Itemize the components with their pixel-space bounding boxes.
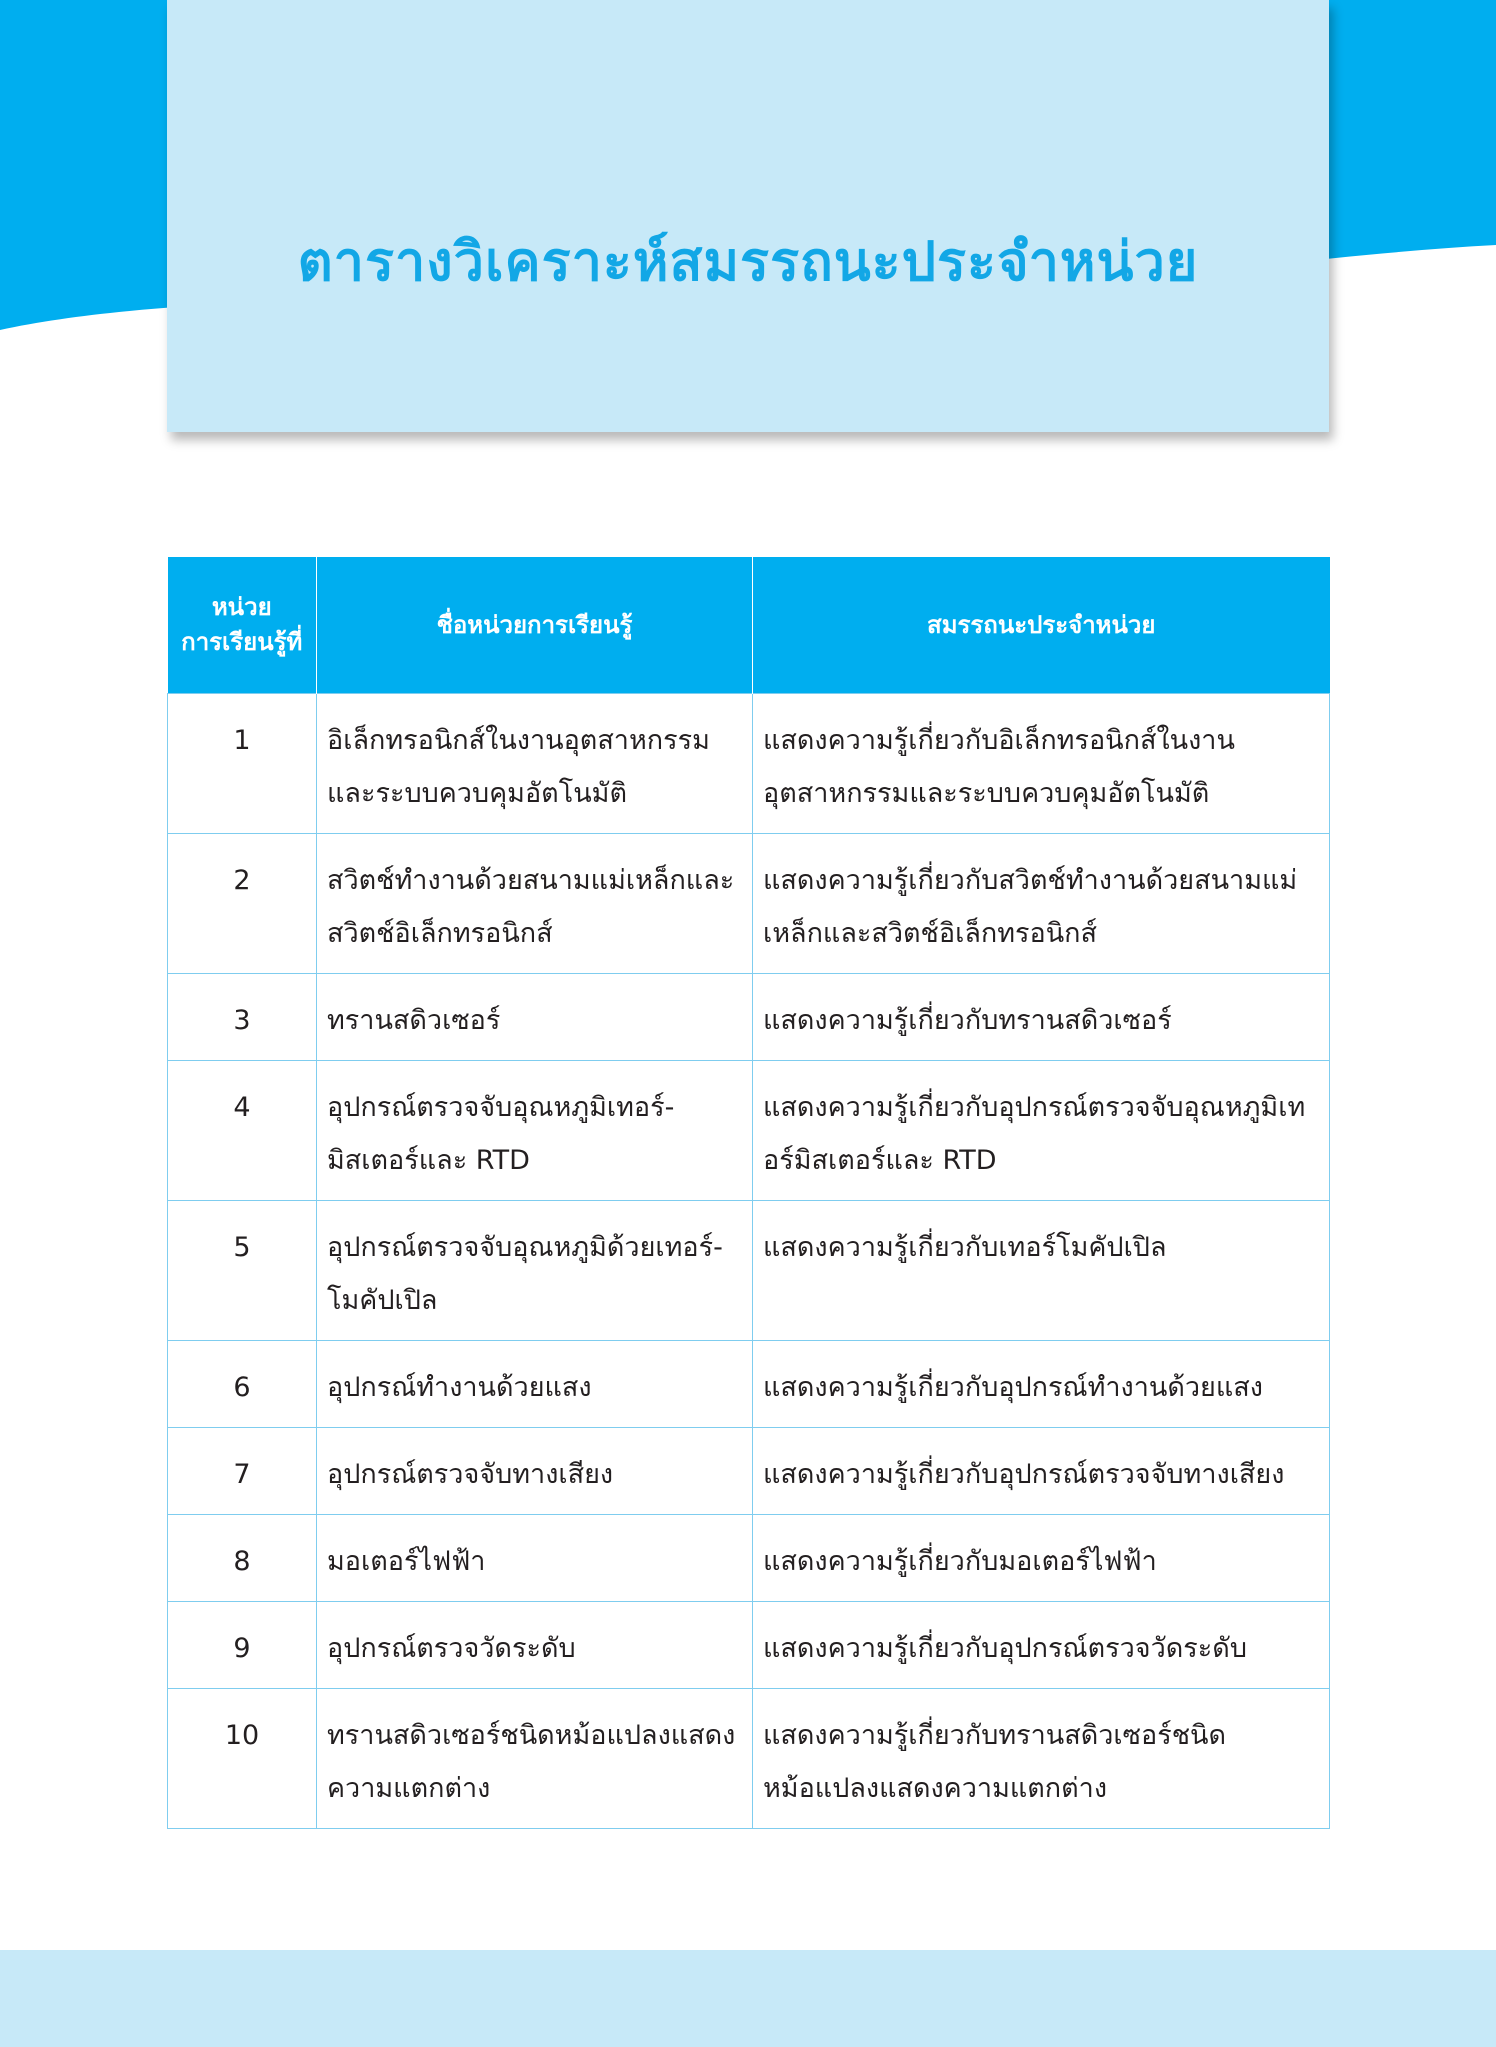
row-number: 5 — [168, 1201, 317, 1341]
competency-table-container — [167, 557, 1329, 1829]
footer-band — [0, 1950, 1496, 2047]
competency-table — [167, 557, 1330, 1829]
row-number: 9 — [168, 1602, 317, 1689]
table-row — [168, 1201, 1330, 1341]
row-number: 4 — [168, 1061, 317, 1201]
header-unit-line1: หน่วย — [211, 593, 272, 622]
table-row — [168, 1689, 1330, 1829]
row-unit-name: อิเล็กทรอนิกส์ในงานอุตสาหกรรมและระบบควบคุมอัตโนมัติ — [317, 694, 753, 834]
row-competency: แสดงความรู้เกี่ยวกับอิเล็กทรอนิกส์ในงานอุตสาหกรรมและระบบควบคุมอัตโนมัติ — [753, 694, 1330, 834]
row-unit-name: ทรานสดิวเซอร์ — [317, 974, 753, 1061]
row-competency: แสดงความรู้เกี่ยวกับอุปกรณ์ตรวจจับทางเสียง — [753, 1428, 1330, 1515]
table-row — [168, 1428, 1330, 1515]
row-unit-name: อุปกรณ์ทำงานด้วยแสง — [317, 1341, 753, 1428]
row-competency: แสดงความรู้เกี่ยวกับอุปกรณ์ตรวจวัดระดับ — [753, 1602, 1330, 1689]
title-panel — [167, 0, 1329, 432]
row-unit-name: อุปกรณ์ตรวจวัดระดับ — [317, 1602, 753, 1689]
row-number: 3 — [168, 974, 317, 1061]
row-number: 6 — [168, 1341, 317, 1428]
header-competency: สมรรถนะประจำหน่วย — [753, 557, 1330, 694]
header-unit-number — [168, 557, 317, 694]
row-number: 2 — [168, 834, 317, 974]
row-unit-name: มอเตอร์ไฟฟ้า — [317, 1515, 753, 1602]
table-row — [168, 834, 1330, 974]
row-competency: แสดงความรู้เกี่ยวกับเทอร์โมคัปเปิล — [753, 1201, 1330, 1341]
table-row — [168, 694, 1330, 834]
table-row — [168, 1602, 1330, 1689]
row-competency: แสดงความรู้เกี่ยวกับอุปกรณ์ตรวจจับอุณหภูมิเทอร์มิสเตอร์และ RTD — [753, 1061, 1330, 1201]
table-row — [168, 1515, 1330, 1602]
table-row — [168, 1341, 1330, 1428]
row-unit-name: อุปกรณ์ตรวจจับทางเสียง — [317, 1428, 753, 1515]
table-row — [168, 974, 1330, 1061]
table-header-row — [168, 557, 1330, 694]
row-unit-name: อุปกรณ์ตรวจจับอุณหภูมิเทอร์-มิสเตอร์และ RTD — [317, 1061, 753, 1201]
row-competency: แสดงความรู้เกี่ยวกับสวิตช์ทำงานด้วยสนามแม่เหล็กและสวิตช์อิเล็กทรอนิกส์ — [753, 834, 1330, 974]
row-unit-name: สวิตช์ทำงานด้วยสนามแม่เหล็กและสวิตช์อิเล็กทรอนิกส์ — [317, 834, 753, 974]
header-unit-line2: การเรียนรู้ที่ — [181, 628, 303, 656]
table-row — [168, 1061, 1330, 1201]
row-unit-name: ทรานสดิวเซอร์ชนิดหม้อแปลงแสดงความแตกต่าง — [317, 1689, 753, 1829]
row-competency: แสดงความรู้เกี่ยวกับทรานสดิวเซอร์ — [753, 974, 1330, 1061]
row-unit-name: อุปกรณ์ตรวจจับอุณหภูมิด้วยเทอร์-โมคัปเปิล — [317, 1201, 753, 1341]
row-competency: แสดงความรู้เกี่ยวกับอุปกรณ์ทำงานด้วยแสง — [753, 1341, 1330, 1428]
row-competency: แสดงความรู้เกี่ยวกับทรานสดิวเซอร์ชนิดหม้อแปลงแสดงความแตกต่าง — [753, 1689, 1330, 1829]
row-number: 1 — [168, 694, 317, 834]
row-number: 7 — [168, 1428, 317, 1515]
row-number: 8 — [168, 1515, 317, 1602]
page-title: ตารางวิเคราะห์สมรรถนะประจำหน่วย — [297, 230, 1199, 293]
row-competency: แสดงความรู้เกี่ยวกับมอเตอร์ไฟฟ้า — [753, 1515, 1330, 1602]
row-number: 10 — [168, 1689, 317, 1829]
header-unit-name: ชื่อหน่วยการเรียนรู้ — [317, 557, 753, 694]
